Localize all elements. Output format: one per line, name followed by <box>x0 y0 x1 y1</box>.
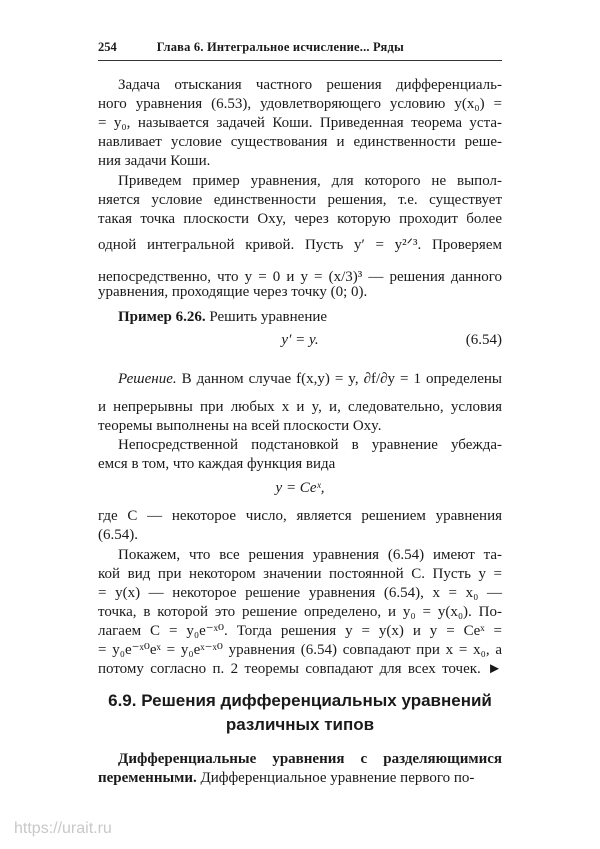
text-line: няется условие единственности решения, т.е. существует <box>98 192 502 208</box>
bold-lead-2: переменными. <box>98 770 197 786</box>
text-line: кой вид при некотором значении постоянной C. Пусть y = <box>98 566 502 582</box>
text-line: ного уравнения (6.53), удовлетворяющего условию y(x₀) = <box>98 96 502 112</box>
watermark-url: https://urait.ru <box>14 820 112 837</box>
section-title-line-2: различных типов <box>225 715 375 734</box>
text-line: = y(x) — некоторое решение уравнения (6.54), x = x₀ — <box>98 585 502 601</box>
example-label: Пример 6.26. <box>118 309 206 325</box>
running-title: Глава 6. Интегральное исчисление... Ряды <box>156 40 405 54</box>
text-line: уравнения, проходящие через точку (0; 0). <box>98 284 368 300</box>
text-line: такая точка плоскости Oxy, через которую проходит более <box>98 211 502 227</box>
equation-number: (6.54) <box>465 332 502 348</box>
text-line: Покажем, что все решения уравнения (6.54) имеют та- <box>118 547 502 563</box>
solution-label: Решение. <box>118 371 177 387</box>
text-line: = y₀e⁻ˣ⁰eˣ = y₀eˣ⁻ˣ⁰ уравнения (6.54) совпадают при x = x₀, а <box>98 642 502 658</box>
text-line: ния задачи Коши. <box>98 153 211 169</box>
text-line <box>98 769 502 788</box>
text-line: точка, в которой это решение определено, и y₀ = y(x₀). По- <box>98 604 502 620</box>
example-heading <box>118 308 502 327</box>
text-line: и непрерывны при любых x и y, и, следовательно, условия <box>98 399 502 415</box>
page-number: 254 <box>98 40 117 54</box>
text-line: (6.54). <box>98 527 138 543</box>
text-line: где C — некоторое число, является решением уравнения <box>98 508 502 524</box>
bold-lead: Дифференциальные уравнения с разделяющимися <box>118 751 502 767</box>
bold-lead-line <box>118 750 502 769</box>
equation-6-54: y′ = y. <box>281 332 319 348</box>
text-line: Непосредственной подстановкой в уравнение убежда- <box>118 437 502 453</box>
text-line: одной интегральной кривой. Пусть y′ = y²ᐟ³. Проверяем <box>98 237 502 253</box>
example-text: Решить уравнение <box>209 309 328 325</box>
solution-line <box>118 370 502 389</box>
text-line: навливает условие существования и единственности реше- <box>98 134 502 150</box>
section-title-line-1: 6.9. Решения дифференциальных уравнений <box>108 691 492 710</box>
text-line: = y₀, называется задачей Коши. Приведенная теорема уста- <box>98 115 502 131</box>
text-line: теоремы выполнены на всей плоскости Oxy. <box>98 418 382 434</box>
text-line: емся в том, что каждая функция вида <box>98 456 336 472</box>
text-line: Приведем пример уравнения, для которого не выпол- <box>118 173 502 189</box>
text-line: потому согласно п. 2 теоремы совпадают для всех точек. ► <box>98 661 502 677</box>
running-header <box>98 40 502 61</box>
text-line: лагаем C = y₀e⁻ˣ⁰. Тогда решения y = y(x) и y = Ceˣ = <box>98 623 502 639</box>
equation-cex: y = Ceˣ, <box>275 480 325 496</box>
text-line: Задача отыскания частного решения дифференциаль- <box>118 77 502 93</box>
tail-text: Дифференциальное уравнение первого по- <box>200 770 475 786</box>
text-line: непосредственно, что y = 0 и y = (x/3)³ — решения данного <box>98 269 502 285</box>
solution-text: В данном случае f(x,y) = y, ∂f/∂y = 1 определены <box>181 371 502 387</box>
